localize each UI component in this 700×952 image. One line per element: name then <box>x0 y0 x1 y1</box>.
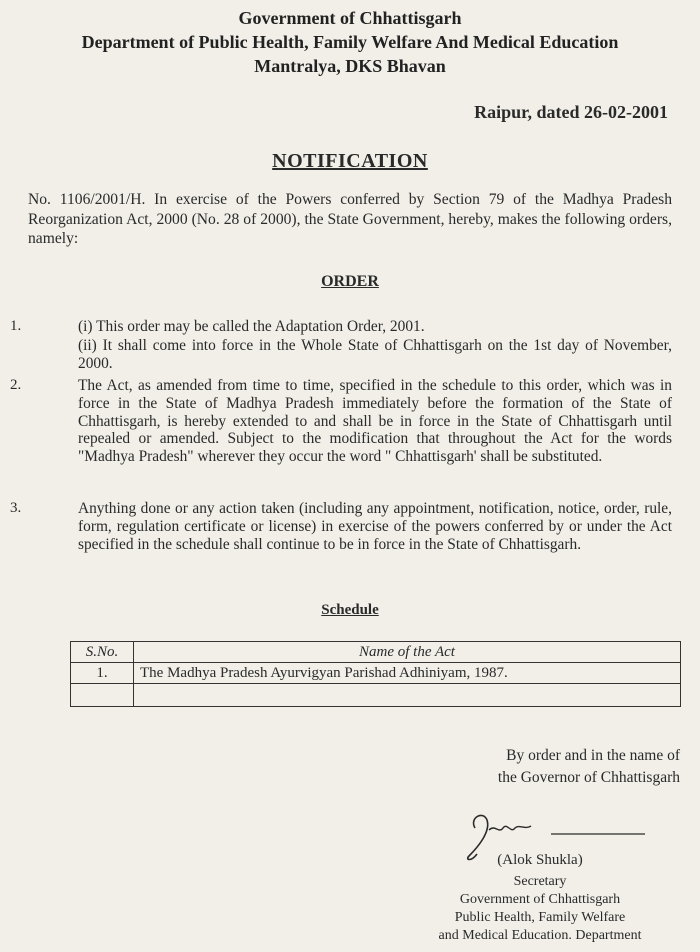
signatory-name: (Alok Shukla) <box>497 852 583 868</box>
cell-sno: 1. <box>71 663 134 684</box>
schedule-table <box>70 641 681 707</box>
table-row <box>71 663 681 684</box>
notification-date: Raipur, dated 26-02-2001 <box>474 102 668 122</box>
clause-1-i: (i) This order may be called the Adaptation Order, 2001. <box>78 318 425 335</box>
clause-3-text: Anything done or any action taken (including any appointment, notification, notice, order, rule, form, regulation certificate or license) in exercise of the powers conferred by or under the Act specified in the schedule shall continue to be in force in the State of Chhattisgarh. <box>78 500 672 553</box>
header-government: Government of Chhattisgarh <box>238 8 462 28</box>
closing-line-2: the Governor of Chhattisgarh <box>497 769 680 786</box>
preamble: No. 1106/2001/H. In exercise of the Powers conferred by Section 79 of the Madhya Pradesh Reorganization Act, 2000 (No. 28 of 2000), the State Government, hereby, makes the following orders, namely: <box>28 191 672 247</box>
signatory-org-2: Public Health, Family Welfare <box>454 910 626 925</box>
clause-number: 2. <box>10 377 22 393</box>
signatory-designation: Secretary <box>513 874 567 889</box>
column-header-sno: S.No. <box>71 642 134 663</box>
cell-empty <box>134 684 681 707</box>
clause-number: 3. <box>10 500 22 516</box>
schedule-heading: Schedule <box>321 602 379 618</box>
signatory-org-3: and Medical Education. Department <box>438 928 642 943</box>
clause-number: 1. <box>10 318 22 334</box>
order-heading: ORDER <box>321 273 379 290</box>
signature-stroke <box>489 826 531 830</box>
table-header-row <box>71 642 681 663</box>
signatory-org-1: Government of Chhattisgarh <box>459 892 621 907</box>
clause-1-ii: (ii) It shall come into force in the Whole State of Chhattisgarh on the 1st day of November, 2000. <box>78 337 672 372</box>
page-title: NOTIFICATION <box>272 150 428 172</box>
cell-act-name: The Madhya Pradesh Ayurvigyan Parishad Adhiniyam, 1987. <box>134 663 681 684</box>
column-header-act-name: Name of the Act <box>134 642 681 663</box>
table-row-empty <box>71 684 681 707</box>
cell-empty <box>71 684 134 707</box>
header-address: Mantralya, DKS Bhavan <box>254 56 446 76</box>
header-department: Department of Public Health, Family Welfare And Medical Education <box>81 32 619 52</box>
closing-line-1: By order and in the name of <box>506 747 680 764</box>
clause-2-text: The Act, as amended from time to time, specified in the schedule to this order, which was in force in the State of Madhya Pradesh immediately before the formation of the State of Chhattisgarh, is hereby extended to and shall be in force in the State of Chhattisgarh until repealed or amended. Subject to the modification that throughout the Act for the words "Madhya Pradesh" wherever they occur the word " Chhattisgarh' shall be substituted. <box>78 377 672 466</box>
